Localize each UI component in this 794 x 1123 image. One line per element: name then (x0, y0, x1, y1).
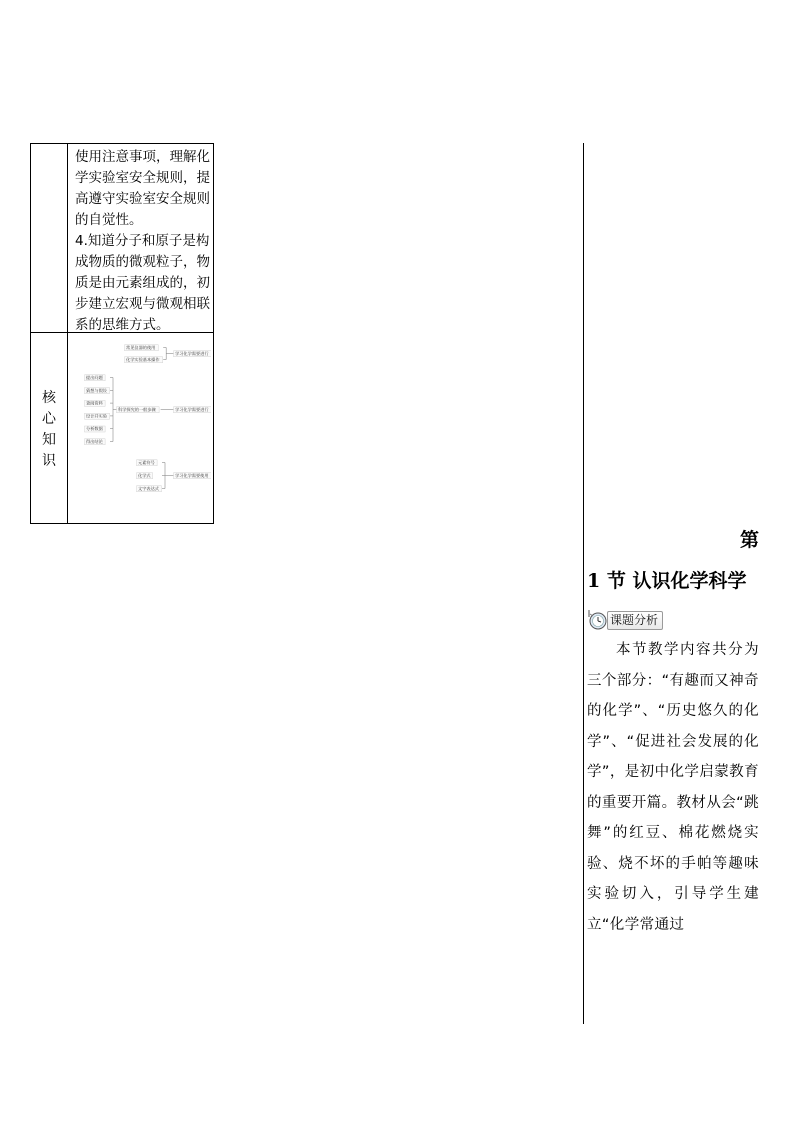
mindmap-node: 分析数据 (86, 426, 103, 432)
mindmap-node: 文字表达式 (138, 486, 159, 491)
mindmap-node: 得出结论 (86, 439, 103, 444)
section-title-part1: 第 (739, 529, 759, 551)
mindmap-node: 查阅资料 (86, 400, 103, 406)
table-row-objectives (31, 144, 213, 333)
lesson-column (587, 520, 759, 940)
mindmap-target: 学习化学需要进行 (175, 351, 209, 356)
section-title-part2: 1 节 认识化学科学 (587, 570, 747, 592)
core-knowledge-label: 核 心 知 识 (42, 390, 56, 469)
mindmap-node: 常见仪器的使用 (126, 345, 156, 350)
objectives-table (30, 143, 214, 524)
mindmap-node: 化学实验基本操作 (126, 357, 160, 362)
badge-label: 课题分析 (607, 611, 663, 630)
mindmap-node: 设计并实验 (86, 413, 107, 419)
mindmap-hub: 科学探究的一般步骤 (118, 407, 156, 412)
mindmap-node: 元素符号 (138, 460, 155, 465)
objectives-text: 使用注意事项，理解化学实验室安全规则，提高遵守实验室安全规则的自觉性。 4.知道分子和原子是构成物质的微观粒子，物质是由元素组成的，初步建立宏观与微观相联系的思维方式。 (75, 149, 210, 333)
mindmap-target: 学习化学需要进行 (175, 407, 209, 412)
lesson-analysis-text: 本节教学内容共分为三个部分：“有趣而又神奇的化学”、“历史悠久的化学”、“促进社会发展的化学”，是初中化学启蒙教育的重要开篇。教材从会“跳舞”的红豆、棉花燃烧实验、烧不坏的手帕等趣味实验切入，引导学生建立“化学常通过 (587, 642, 759, 933)
clock-icon (587, 610, 609, 630)
mindmap-target: 学习化学需要使用 (175, 473, 209, 478)
table-row-core-knowledge (31, 332, 213, 523)
lesson-analysis-badge (587, 610, 677, 630)
mindmap-node: 化学式 (138, 473, 151, 478)
core-knowledge-mindmap (71, 338, 211, 510)
mindmap-node: 猜想与假设 (86, 387, 107, 393)
mindmap-node: 提出问题 (86, 375, 103, 380)
column-rule (583, 143, 584, 1024)
